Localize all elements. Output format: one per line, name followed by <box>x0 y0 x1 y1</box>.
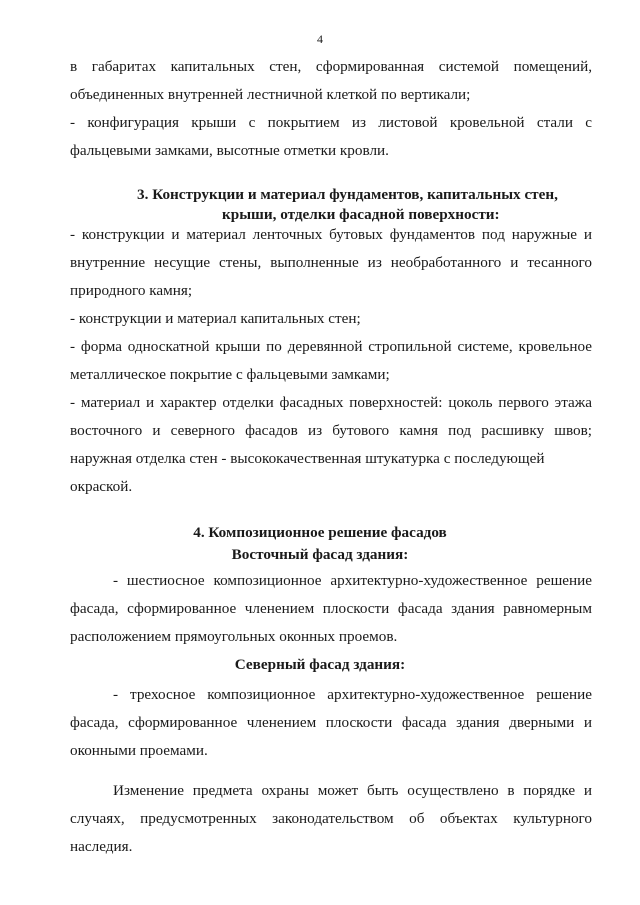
section3-line: природного камня; <box>70 282 193 299</box>
closing-line: Изменение предмета охраны может быть осуществлено в порядке и <box>113 782 592 799</box>
section3-line: окраской. <box>70 478 133 495</box>
section3-line: восточного и северного фасадов из бутового камня под расшивку швов; <box>70 422 592 439</box>
section3-line: - материал и характер отделки фасадных поверхностей: цоколь первого этажа <box>70 394 592 411</box>
north-facade-line: фасада, сформированное членением плоскости фасада здания дверными и <box>70 714 592 731</box>
section3-heading-line2: крыши, отделки фасадной поверхности: <box>222 206 500 223</box>
intro-line: объединенных внутренней лестничной клеткой по вертикали; <box>70 86 471 103</box>
section3-line: металлическое покрытие с фальцевыми замками; <box>70 366 390 383</box>
section3-line: - форма односкатной крыши по деревянной стропильной системе, кровельное <box>70 338 592 355</box>
section3-heading-line1: 3. Конструкции и материал фундаментов, капитальных стен, <box>137 186 558 203</box>
intro-line: в габаритах капитальных стен, сформированная системой помещений, <box>70 58 592 75</box>
section4-heading: 4. Композиционное решение фасадов <box>193 524 447 541</box>
north-facade-heading: Северный фасад здания: <box>234 656 406 673</box>
east-facade-line: - шестиосное композиционное архитектурно-художественное решение <box>113 572 592 589</box>
section3-line: внутренние несущие стены, выполненные из необработанного и тесанного <box>70 254 592 271</box>
section3-line: - конструкции и материал капитальных стен; <box>70 310 361 327</box>
east-facade-heading: Восточный фасад здания: <box>231 546 409 563</box>
section3-line: - конструкции и материал ленточных бутовых фундаментов под наружные и <box>70 226 592 243</box>
north-facade-line: - трехосное композиционное архитектурно-художественное решение <box>113 686 592 703</box>
east-facade-line: фасада, сформированное членением плоскости фасада здания равномерным <box>70 600 592 617</box>
intro-line: - конфигурация крыши с покрытием из листовой кровельной стали с <box>70 114 592 131</box>
intro-line: фальцевыми замками, высотные отметки кровли. <box>70 142 389 159</box>
north-facade-line: оконными проемами. <box>70 742 208 759</box>
page-number: 4 <box>317 32 323 46</box>
closing-line: случаях, предусмотренных законодательством об объектах культурного <box>70 810 592 827</box>
section3-line: наружная отделка стен - высококачественная штукатурка с последующей <box>70 450 545 467</box>
east-facade-line: расположением прямоугольных оконных проемов. <box>70 628 398 645</box>
closing-line: наследия. <box>70 838 133 855</box>
